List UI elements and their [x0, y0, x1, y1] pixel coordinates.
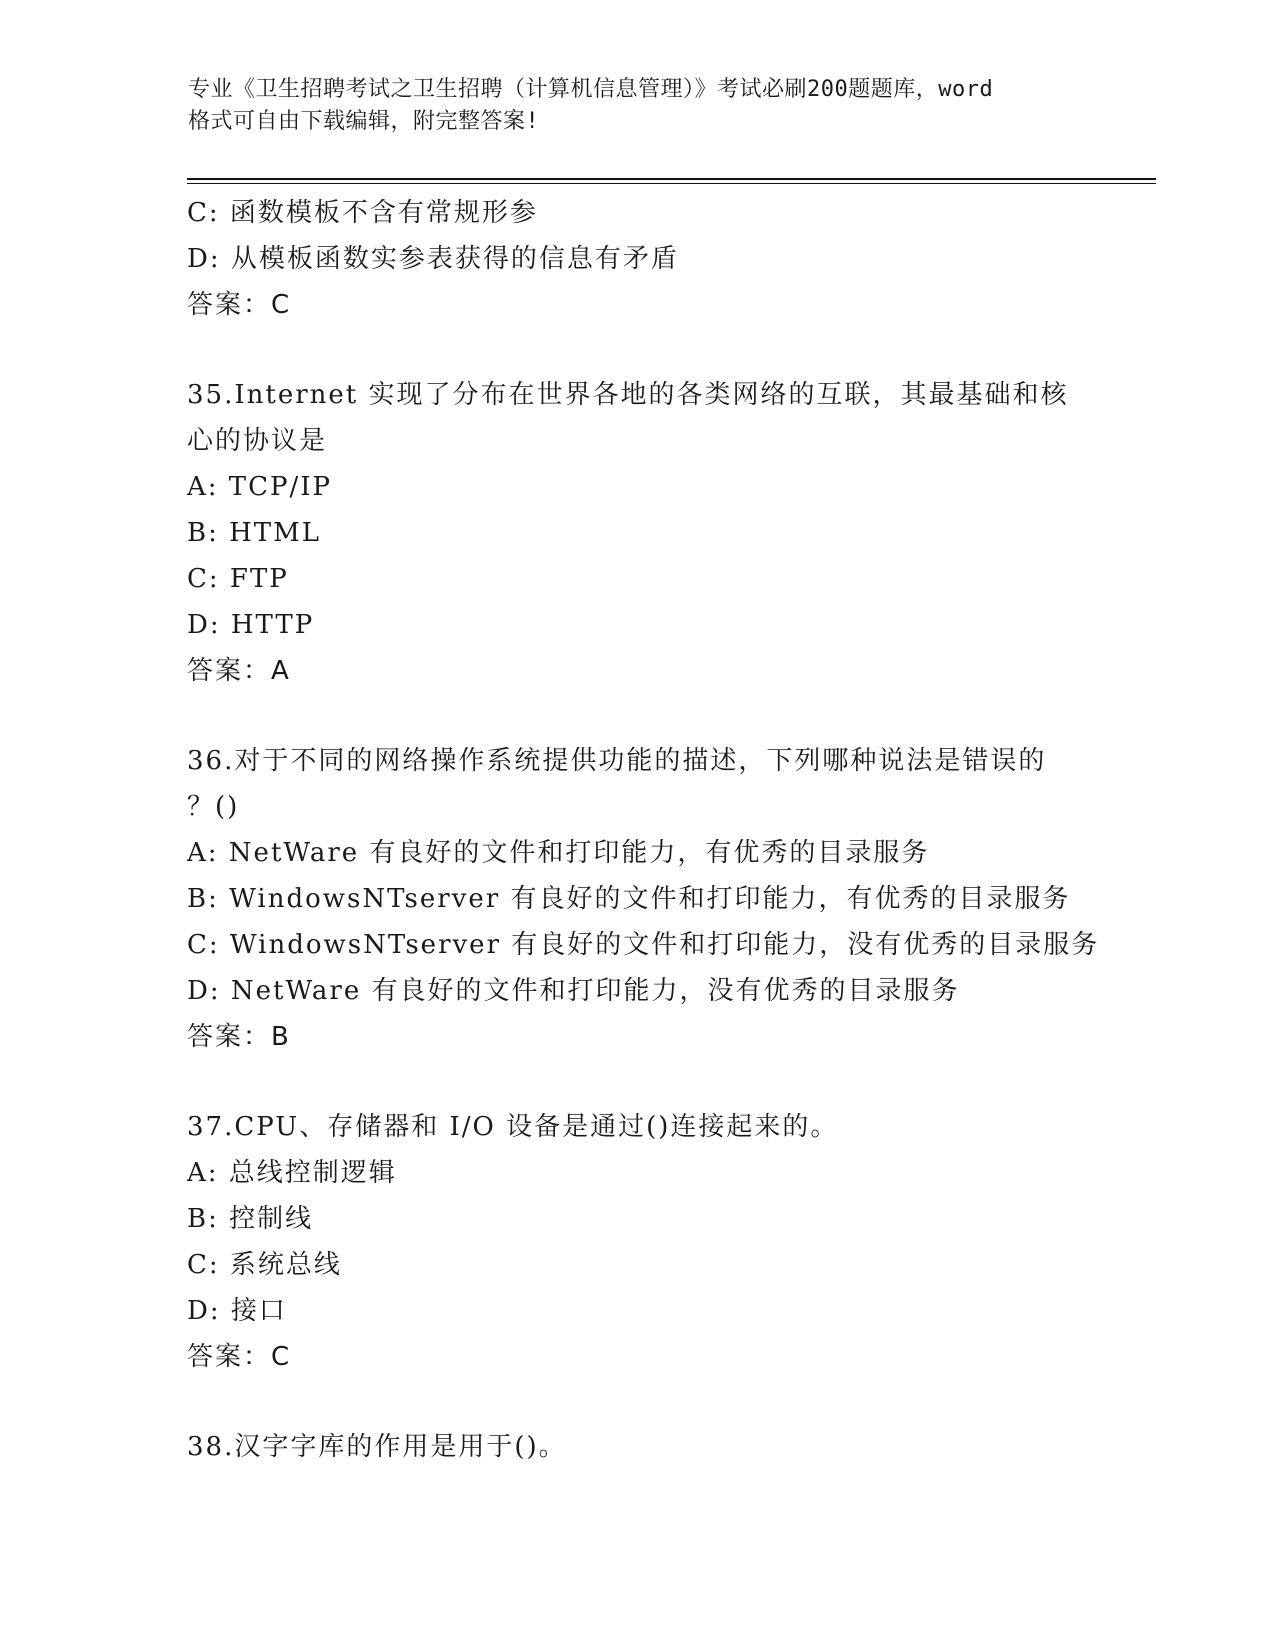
option-c: C: FTP: [187, 564, 289, 594]
header-title-line-1: 专业《卫生招聘考试之卫生招聘（计算机信息管理）》考试必刷200题题库，word: [188, 77, 994, 102]
header-title-line-2: 格式可自由下载编辑，附完整答案!: [188, 109, 540, 134]
option-d: D: HTTP: [187, 610, 315, 640]
header-divider-thin: [187, 183, 1156, 184]
option-a: A: TCP/IP: [187, 472, 333, 502]
question-stem-line-2: ？(): [187, 792, 240, 822]
header-divider-thick: [187, 178, 1156, 180]
answer-label: 答案：B: [187, 1022, 291, 1052]
question-stem-line-1: 36.对于不同的网络操作系统提供功能的描述，下列哪种说法是错误的: [187, 746, 1047, 776]
option-b: B: 控制线: [187, 1204, 314, 1234]
option-c: C: WindowsNTserver 有良好的文件和打印能力，没有优秀的目录服务: [187, 930, 1100, 960]
question-stem-line-2: 心的协议是: [187, 426, 328, 456]
option-a: A: 总线控制逻辑: [187, 1158, 397, 1188]
option-d: D: 从模板函数实参表获得的信息有矛盾: [187, 244, 679, 274]
question-35: [187, 372, 1087, 694]
question-37: [187, 1104, 1087, 1380]
question-stem-line-1: 37.CPU、存储器和 I/O 设备是通过()连接起来的。: [187, 1112, 839, 1142]
question-36: [187, 738, 1100, 1060]
answer-label: 答案：A: [187, 656, 291, 686]
option-b: B: HTML: [187, 518, 322, 548]
question-stem-line-1: 35.Internet 实现了分布在世界各地的各类网络的互联，其最基础和核: [187, 380, 1069, 410]
option-c: C: 系统总线: [187, 1250, 342, 1280]
question-list: [187, 190, 1100, 1470]
document-header: [188, 74, 1108, 138]
option-b: B: WindowsNTserver 有良好的文件和打印能力，有优秀的目录服务: [187, 884, 1071, 914]
question-stem-line-1: 38.汉字字库的作用是用于()。: [187, 1432, 567, 1462]
question-38: [187, 1424, 1087, 1470]
option-d: D: NetWare 有良好的文件和打印能力，没有优秀的目录服务: [187, 976, 960, 1006]
option-a: A: NetWare 有良好的文件和打印能力，有优秀的目录服务: [187, 838, 930, 868]
answer-label: 答案：C: [187, 290, 292, 320]
answer-label: 答案：C: [187, 1342, 292, 1372]
option-d: D: 接口: [187, 1296, 287, 1326]
option-c: C: 函数模板不含有常规形参: [187, 198, 538, 228]
question-34: [187, 190, 1087, 328]
